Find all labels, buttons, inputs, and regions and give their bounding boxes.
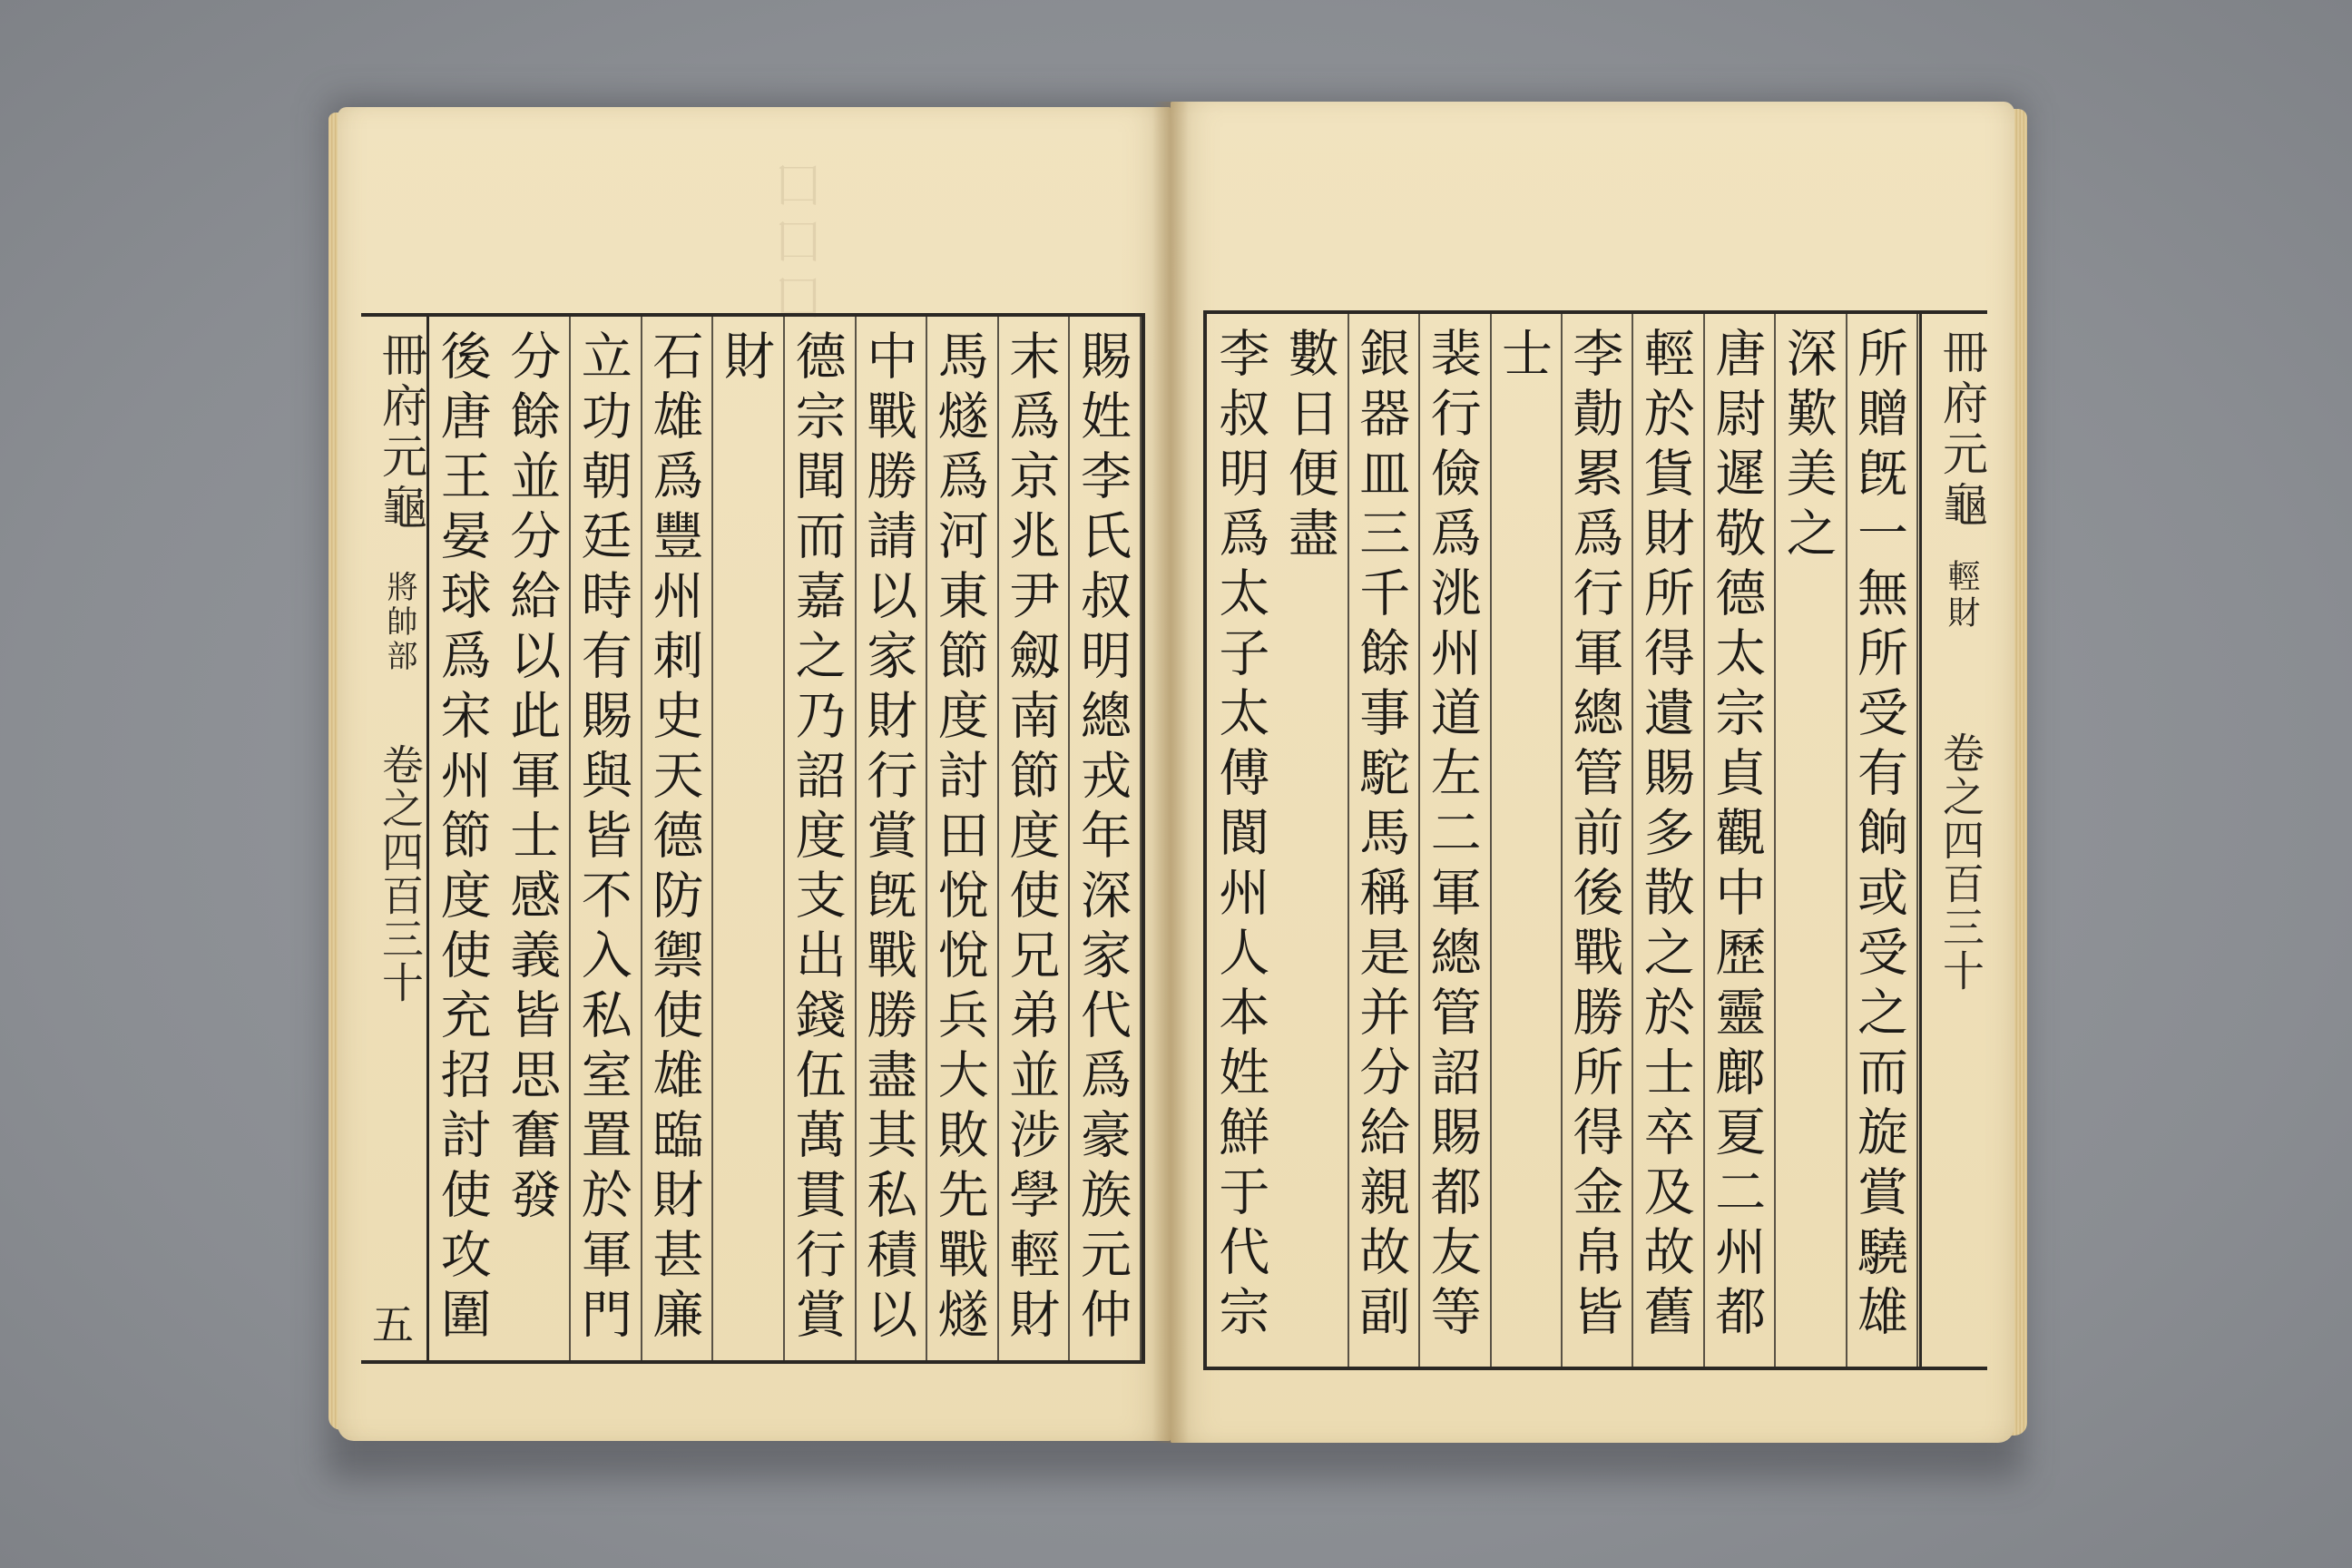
right-margin-section: 輕財 (1943, 559, 1980, 632)
left-text-frame (361, 313, 1145, 1364)
left-text-column (927, 317, 999, 1360)
right-text-column (1633, 314, 1704, 1367)
gutter (1152, 102, 1189, 1443)
left-text-column (571, 317, 642, 1360)
right-margin-strip (1919, 314, 1987, 1367)
right-column-text: 所贈旣一無所受有餉或受之而旋賞驍雄 (1848, 327, 1908, 1345)
left-column-text: 末爲京兆尹劔南節度使兄弟並涉學輕財 (1001, 329, 1061, 1348)
right-column-text: 數日便盡 (1279, 327, 1339, 566)
left-margin-strip (361, 317, 429, 1360)
right-column-text: 銀器皿三千餘事駝馬稱是并分給親故副 (1351, 327, 1411, 1345)
right-column-text: 唐尉遲敬德太宗貞觀中歷靈鄜夏二州都 (1707, 327, 1767, 1345)
left-margin-title: 冊府元龜 (375, 331, 427, 534)
left-text-column (785, 317, 857, 1360)
left-column-text: 馬燧爲河東節度討田悅悅兵大敗先戰燧 (929, 329, 989, 1348)
left-column-text: 德宗聞而嘉之乃詔度支出錢伍萬貫行賞 (787, 329, 847, 1348)
right-column-text: 深歎美之 (1778, 327, 1838, 566)
left-column-text: 中戰勝請以家財行賞旣戰勝盡其私積以 (858, 329, 918, 1348)
left-page-number: 五 (372, 1300, 414, 1349)
left-text-column (857, 317, 928, 1360)
right-text-column (1278, 314, 1348, 1367)
right-text-column (1563, 314, 1633, 1367)
right-text-frame (1203, 310, 1987, 1370)
left-column-text: 分餘並分給以此軍士感義皆思奮發 (502, 329, 562, 1228)
right-text-column (1705, 314, 1776, 1367)
left-margin-volume: 卷之四百三十 (376, 743, 425, 1004)
left-text-column (713, 317, 785, 1360)
right-column-text: 輕於貨財所得遺賜多散之於士卒及故舊 (1635, 327, 1695, 1345)
right-text-column (1349, 314, 1420, 1367)
left-column-text: 後唐王晏球爲宋州節度使充招討使攻圍 (432, 329, 492, 1348)
left-margin-section: 將帥部 (381, 571, 417, 674)
right-column-text: 李勣累爲行軍總管前後戰勝所得金帛皆 (1564, 327, 1624, 1345)
right-text-column (1776, 314, 1847, 1367)
left-text-column (999, 317, 1071, 1360)
right-margin-title: 冊府元龜 (1936, 328, 1988, 532)
left-column-text: 立功朝廷時有賜與皆不入私室置於軍門 (573, 329, 632, 1348)
bleed-through: 囗囗囗 (776, 162, 828, 330)
right-column-text: 士 (1493, 327, 1553, 387)
right-column-text: 裴行儉爲洮州道左二軍總管詔賜都友等 (1422, 327, 1482, 1345)
left-column-text: 賜姓李氏叔明總戎年深家代爲豪族元仲 (1072, 329, 1132, 1348)
left-text-column (500, 317, 572, 1360)
left-column-text: 財 (715, 329, 775, 389)
right-margin-volume: 卷之四百三十 (1936, 731, 1985, 993)
right-column-text: 李叔明爲太子太傅閬州人本姓鮮于代宗 (1210, 327, 1270, 1345)
right-text-column (1420, 314, 1491, 1367)
left-column-text: 石雄爲豐州刺史天德防禦使雄臨財甚廉 (644, 329, 704, 1348)
left-text-column (1070, 317, 1142, 1360)
right-text-column (1492, 314, 1563, 1367)
right-text-column (1207, 314, 1278, 1367)
right-text-column (1847, 314, 1918, 1367)
left-columns (428, 317, 1142, 1360)
left-text-column (642, 317, 714, 1360)
left-text-column (428, 317, 500, 1360)
right-columns (1207, 314, 1918, 1367)
